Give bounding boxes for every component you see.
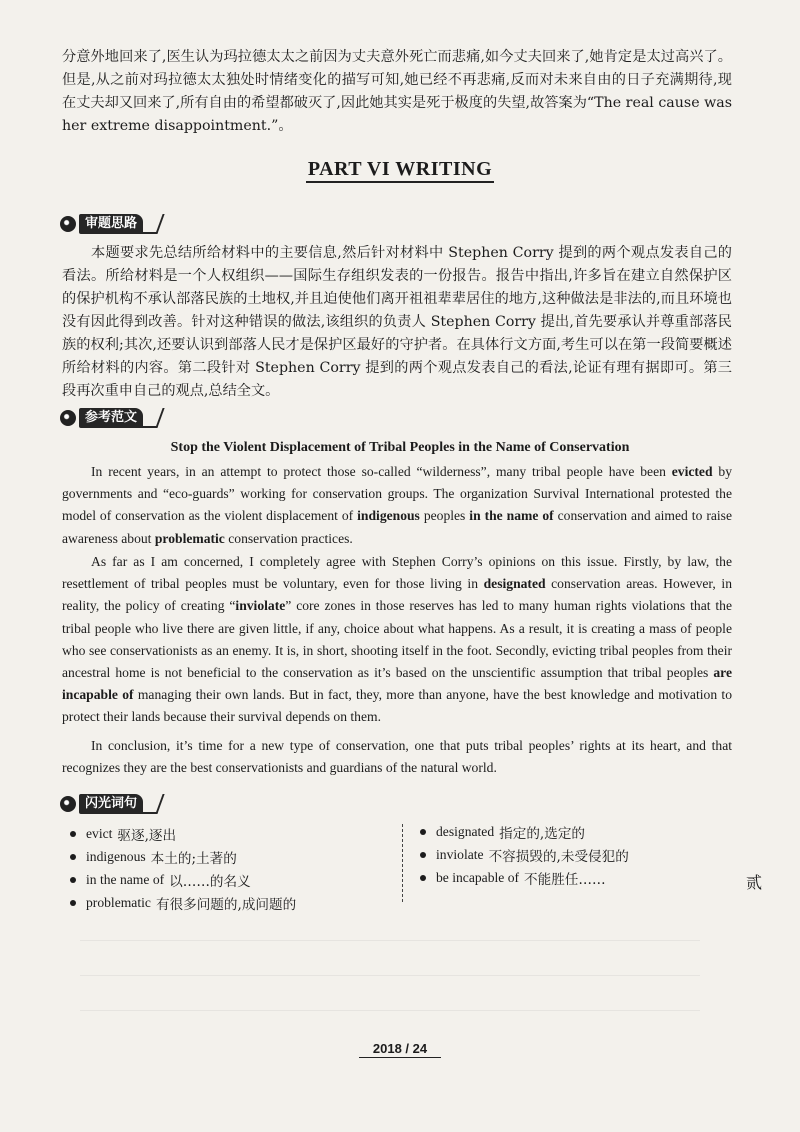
essay-paragraph-3: In conclusion, it’s time for a new type of conservation, one that puts tribal peoples’ rights at its heart, and that recognizes they are the best conservationists and guardians of the natural world. xyxy=(62,738,732,776)
bold-term: designated xyxy=(483,576,546,592)
vocab-word: evict xyxy=(86,825,113,841)
bullet-dot-icon xyxy=(70,877,76,883)
vocab-meaning: 以……的名义 xyxy=(169,873,251,890)
text-run: ” core zones in those reserves has led to many human rights violations that the tribal people who live there are given little, if any, choice about what happens. As a result, it is creating a mass of people who see conservationists as an enemy. It is, in short, shooting itself in the foot. Secondly, evicting tribal peoples from their ancestral home is not beneficial to the conservation as it’s based on the unscientific assumption that tribal peoples xyxy=(62,598,733,681)
vocab-meaning: 本土的;土著的 xyxy=(150,850,237,867)
text-run: As far as I am concerned, I completely agree with Stephen Corry’s opinions on this issue. Firstly, by law, the resettlement of tribal peoples must be voluntary, even for those living in xyxy=(62,554,732,592)
bold-term: evicted xyxy=(671,464,713,479)
bullet-dot-icon xyxy=(70,831,76,837)
section-label-sample xyxy=(60,408,161,428)
side-page-marker: 贰 xyxy=(746,873,763,892)
section-label-analysis xyxy=(60,214,161,234)
vocab-item xyxy=(420,866,740,889)
column-divider xyxy=(402,824,403,902)
vocab-list-left xyxy=(70,822,390,914)
vocab-item xyxy=(70,891,390,914)
essay-paragraph-2 xyxy=(62,551,732,729)
bullet-dot-icon xyxy=(420,852,426,858)
vocab-word: designated xyxy=(436,823,495,839)
bleed-through-line xyxy=(80,975,700,976)
vocab-meaning: 不能胜任…… xyxy=(524,871,606,888)
vocab-list-right xyxy=(420,820,740,889)
page-footer xyxy=(0,1038,800,1057)
text-run: In recent years, in an attempt to protect those so-called “wilderness”, many tribal people have been xyxy=(91,464,672,479)
bullet-circle-icon xyxy=(60,796,76,812)
section-label-text: 闪光词句 xyxy=(79,794,143,814)
text-run: managing their own lands. But in fact, they, more than anyone, have the best knowledge and motivation to protect their lands because their survival depends on them. xyxy=(62,687,733,725)
vocab-word: problematic xyxy=(86,894,151,910)
label-tail-icon xyxy=(141,408,164,428)
vocab-item xyxy=(420,843,740,866)
bold-term: inviolate xyxy=(235,598,286,614)
vocab-meaning: 指定的,选定的 xyxy=(499,825,586,842)
vocab-meaning: 有很多问题的,成问题的 xyxy=(155,896,297,913)
part-title xyxy=(0,158,800,181)
bold-term: are incapable of xyxy=(62,665,732,703)
bullet-dot-icon xyxy=(70,900,76,906)
page-number: 2018 / 24 xyxy=(359,1041,441,1058)
vocab-word: inviolate xyxy=(436,846,484,862)
essay-paragraph-1 xyxy=(62,461,732,550)
vocab-meaning: 驱逐,逐出 xyxy=(117,827,177,844)
intro-paragraph: 分意外地回来了,医生认为玛拉德太太之前因为丈夫意外死亡而悲痛,如今丈夫回来了,她肯定是太过高兴了。但是,从之前对玛拉德太太独处时情绪变化的描写可知,她已经不再悲痛,反而对未来自由的日子充满期待,现在丈夫却又回来了,所有自由的希望都破灭了,因此她其实是死于极度的失望,故答案为“The real cause was her extreme disappointment.”。 xyxy=(62,49,732,134)
text-run: conservation practices. xyxy=(224,530,353,546)
vocab-item xyxy=(70,822,390,845)
vocab-item xyxy=(70,868,390,891)
text-run: conservation and aimed to raise awareness about xyxy=(62,508,732,546)
bullet-dot-icon xyxy=(420,829,426,835)
text-run: by governments and “eco-guards” working for conservation groups. The organization Survival International protested the model of conservation as the violent displacement of xyxy=(62,464,732,524)
bold-term: indigenous xyxy=(357,508,420,524)
part-title-text: PART VI WRITING xyxy=(306,158,494,183)
essay-title: Stop the Violent Displacement of Tribal Peoples in the Name of Conservation xyxy=(170,440,630,455)
bleed-through-line xyxy=(80,1010,700,1011)
text-run: conservation areas. However, in reality, the policy of creating “ xyxy=(62,576,732,614)
bullet-dot-icon xyxy=(70,854,76,860)
bullet-circle-icon xyxy=(60,216,76,232)
bullet-circle-icon xyxy=(60,410,76,426)
section-label-vocab xyxy=(60,794,161,814)
section-label-text: 参考范文 xyxy=(79,408,143,428)
vocab-item xyxy=(70,845,390,868)
bullet-dot-icon xyxy=(420,875,426,881)
label-tail-icon xyxy=(141,214,164,234)
bleed-through-line xyxy=(80,940,700,941)
vocab-word: in the name of xyxy=(86,871,165,887)
analysis-paragraph: 本题要求先总结所给材料中的主要信息,然后针对材料中 Stephen Corry 提到的两个观点发表自己的看法。所给材料是一个人权组织——国际生存组织发表的一份报告。报告中指出,许多旨在建立自然保护区的保护机构不承认部落民族的土地权,并且迫使他们离开祖祖辈辈居住的地方,这种做法是非法的,而且环境也没有因此得到改善。针对这种错误的做法,该组织的负责人 Stephen Corry 提出,首先要承认并尊重部落民族的权利;其次,还要认识到部落人民才是保护区最好的守护者。在具体行文方面,考生可以在第一段简要概述所给材料的内容。第二段针对 Stephen Corry 提到的两个观点发表自己的看法,论证有理有据即可。第三段再次重申自己的观点,总结全文。 xyxy=(62,245,732,399)
text-run: peoples xyxy=(419,508,470,524)
section-label-text: 审题思路 xyxy=(79,214,143,234)
vocab-item xyxy=(420,820,740,843)
vocab-word: be incapable of xyxy=(436,869,520,885)
bold-term: in the name of xyxy=(469,508,554,524)
vocab-meaning: 不容损毁的,未受侵犯的 xyxy=(488,848,629,865)
vocab-word: indigenous xyxy=(86,848,146,864)
label-tail-icon xyxy=(141,794,164,814)
bold-term: problematic xyxy=(154,530,225,546)
